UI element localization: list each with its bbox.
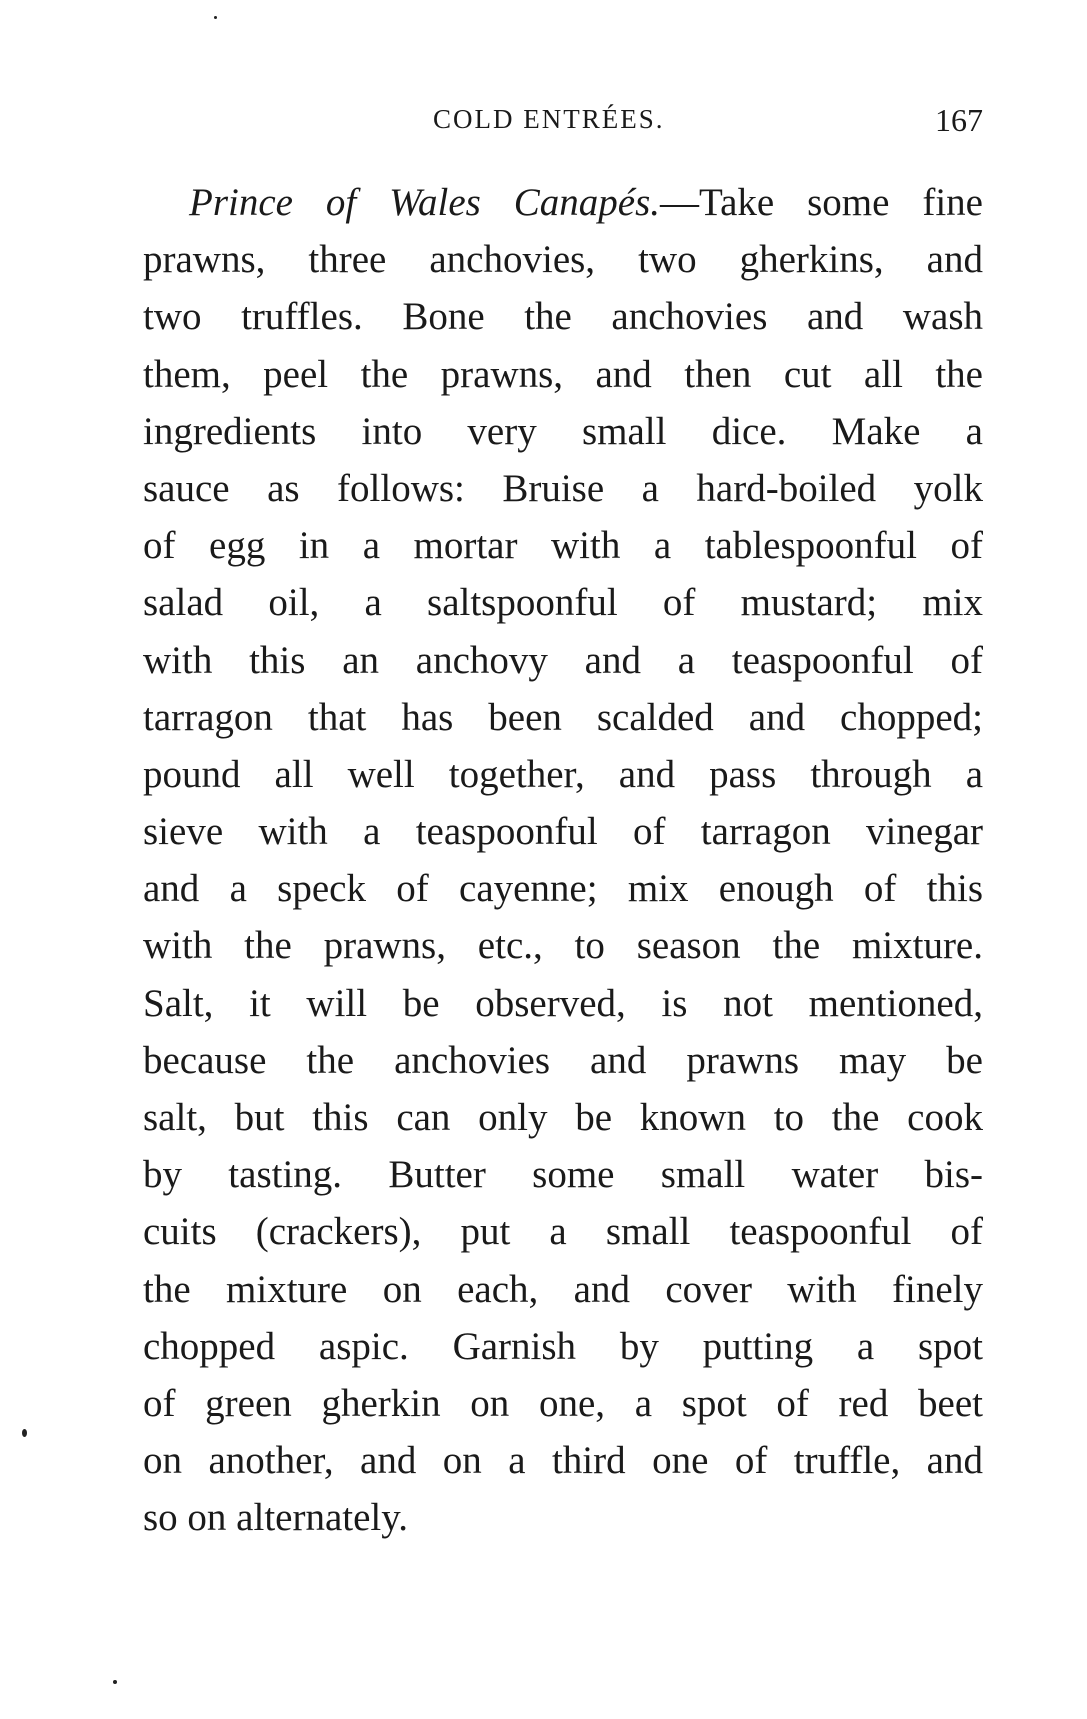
text-line: and a speck of cayenne; mix enough of this bbox=[143, 867, 983, 911]
text-line: ingredients into very small dice. Make a bbox=[143, 409, 983, 453]
running-title: COLD ENTRÉES. bbox=[433, 104, 665, 134]
text-line: chopped aspic. Garnish by putting a spot bbox=[143, 1324, 983, 1368]
text-line: sieve with a teaspoonful of tarragon vinegar bbox=[143, 810, 983, 854]
running-head bbox=[143, 104, 983, 144]
text-line: because the anchovies and prawns may be bbox=[143, 1038, 983, 1082]
text-line: cuits (crackers), put a small teaspoonful of bbox=[143, 1210, 983, 1254]
text-line-content: —Take some fine bbox=[660, 181, 983, 224]
text-line: Salt, it will be observed, is not mentioned, bbox=[143, 981, 983, 1025]
text-line: salad oil, a saltspoonful of mustard; mix bbox=[143, 581, 983, 625]
text-line: two truffles. Bone the anchovies and wash bbox=[143, 295, 983, 339]
text-line: tarragon that has been scalded and chopped; bbox=[143, 695, 983, 739]
page-number: 167 bbox=[935, 102, 983, 138]
recipe-body bbox=[143, 174, 983, 1547]
text-line: with the prawns, etc., to season the mixture. bbox=[143, 924, 983, 968]
text-line: salt, but this can only be known to the cook bbox=[143, 1096, 983, 1139]
print-speck bbox=[22, 1429, 27, 1437]
text-line: by tasting. Butter some small water bis- bbox=[143, 1153, 983, 1197]
text-line: sauce as follows: Bruise a hard-boiled yolk bbox=[143, 466, 983, 510]
print-speck bbox=[214, 16, 217, 19]
text-line: so on alternately. bbox=[143, 1496, 408, 1540]
text-line: with this an anchovy and a teaspoonful of bbox=[143, 638, 983, 682]
recipe-title: Prince of Wales Canapés. bbox=[189, 181, 660, 224]
text-line: of green gherkin on one, a spot of red beet bbox=[143, 1381, 983, 1425]
print-speck bbox=[113, 1680, 117, 1684]
text-line bbox=[143, 174, 983, 231]
text-line: them, peel the prawns, and then cut all the bbox=[143, 352, 983, 396]
text-line: of egg in a mortar with a tablespoonful of bbox=[143, 524, 983, 568]
text-line: the mixture on each, and cover with finely bbox=[143, 1267, 983, 1311]
text-line: pound all well together, and pass through a bbox=[143, 752, 983, 796]
text-line: on another, and on a third one of truffle, and bbox=[143, 1439, 983, 1483]
text-line: prawns, three anchovies, two gherkins, and bbox=[143, 238, 983, 282]
